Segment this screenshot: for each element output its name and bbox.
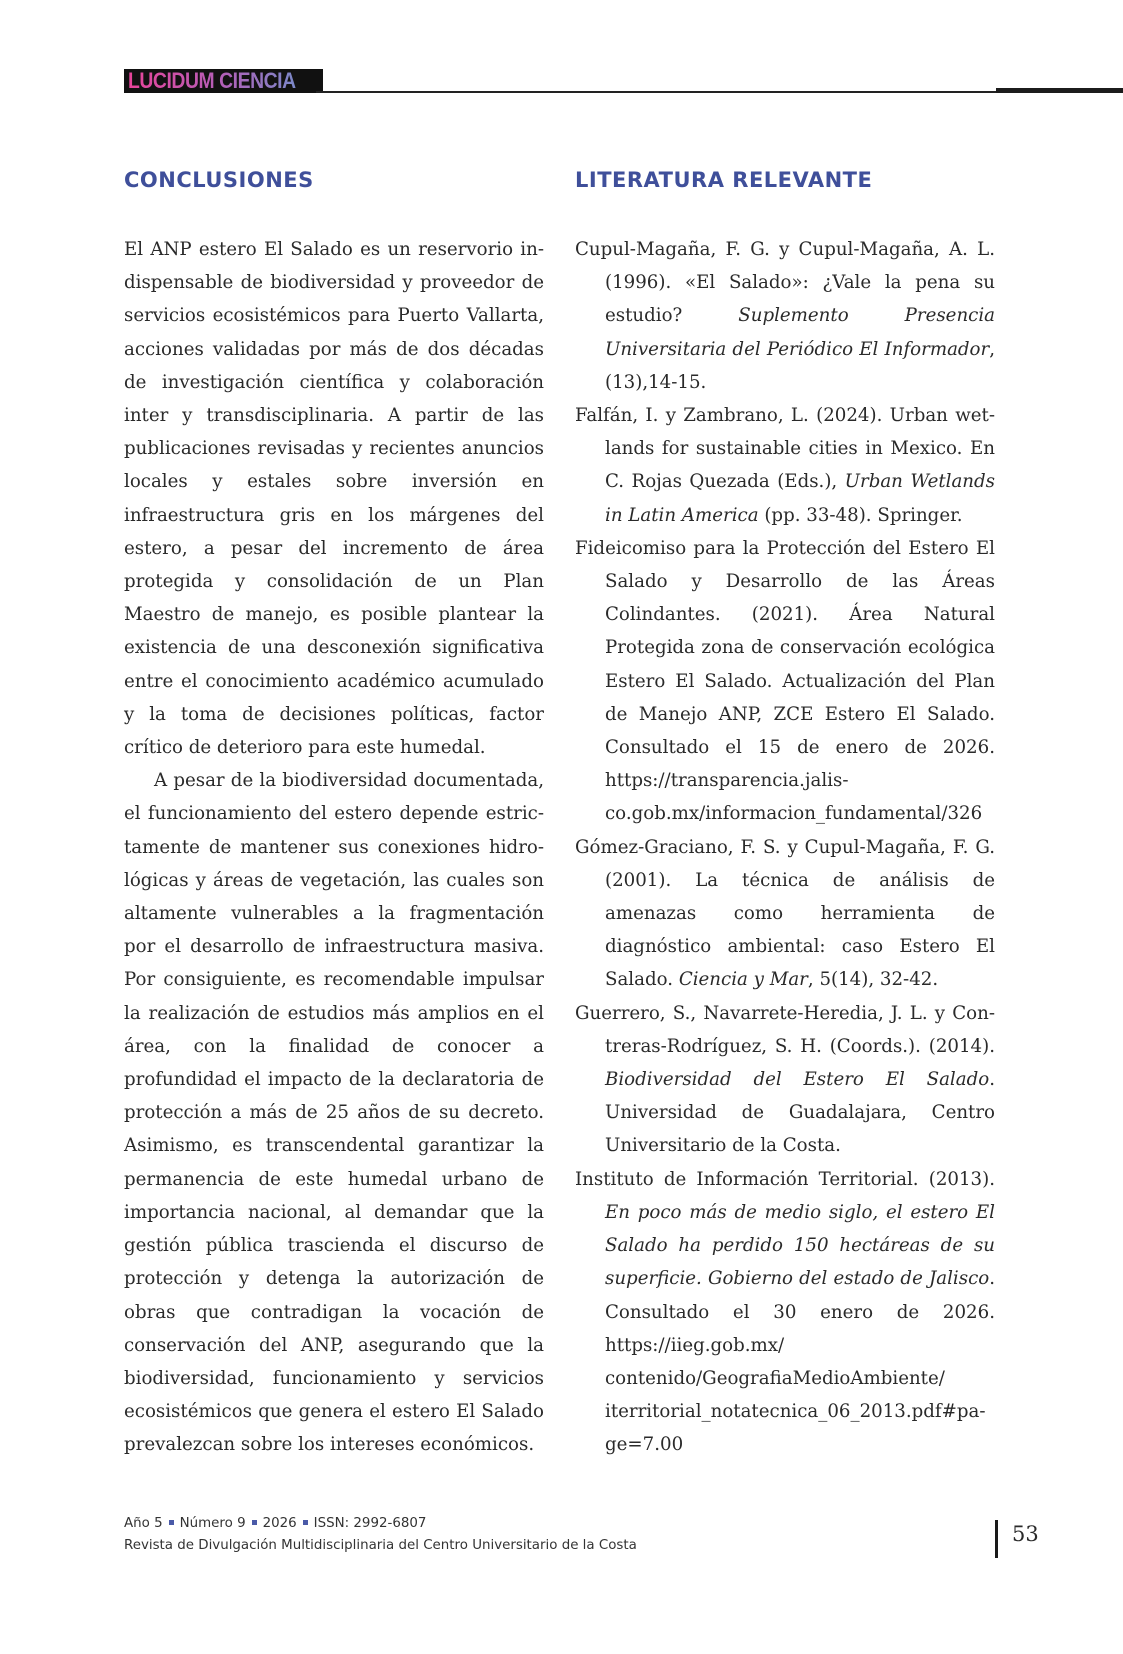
separator-square-icon	[303, 1520, 308, 1525]
reference-text: Instituto de Información Territorial. (2013).	[575, 1168, 995, 1190]
page-footer	[124, 1513, 637, 1557]
reference-text: Cupul-Magaña, F. G. y Cupul-Magaña, A. L. (1996). «El Salado»: ¿Vale la pena su estudio?	[575, 239, 995, 327]
reference-list	[575, 233, 995, 1462]
reference-title: Urban Wetlands in Latin America	[605, 471, 995, 526]
issn: ISSN: 2992-6807	[313, 1516, 427, 1531]
reference-title: Suplemento Presencia Universitaria del Periódico El Informador	[605, 305, 996, 360]
reference-text: (pp. 33-48). Springer.	[758, 504, 963, 526]
reference-title: En poco más de medio siglo, el estero El Salado ha perdido 150 hectáreas de su superficie. Gobierno del estado de Jalisco	[605, 1201, 995, 1290]
page-header	[0, 0, 1123, 110]
reference-text[interactable]: . Consultado el 30 enero de 2026. https://iieg.gob.mx/ contenido/GeografiaMedioAmbiente/ iterritorial_notatecnica_06_2013.pdf#page=7.00	[605, 1268, 995, 1456]
reference-item	[575, 997, 995, 1163]
conclusions-heading: CONCLUSIONES	[124, 168, 314, 192]
volume-year: Año 5	[124, 1516, 163, 1531]
reference-text: , 5(14), 32-42.	[807, 969, 939, 991]
issue-info	[124, 1513, 637, 1535]
separator-square-icon	[252, 1520, 257, 1525]
reference-item	[575, 1163, 995, 1462]
reference-text: Guerrero, S., Navarrete-Heredia, J. L. y Contreras-Rodríguez, S. H. (Coords.). (2014).	[575, 1002, 995, 1057]
reference-text: Gómez-Graciano, F. S. y Cupul-Magaña, F. G. (2001). La técnica de análisis de amenazas como herramienta de diagnóstico ambiental: caso Estero El Salado.	[575, 836, 995, 991]
reference-text[interactable]: Fideicomiso para la Protección del Estero El Salado y Desarrollo de las Áreas Colindantes. (2021). Área Natural Protegida zona de conservación ecológica Estero El Salado. Actualización del Plan de Manejo ANP, ZCE Estero El Salado. Consultado el 15 de enero de 2026. https://transparencia.jalisco.gob.mx/informacion_fundamental/326	[575, 537, 995, 825]
paragraph: A pesar de la biodiversidad documentada, el funcionamiento del estero depende estrictamente de mantener sus conexiones hidrológicas y áreas de vegetación, las cuales son altamente vulnerables a la fragmentación por el desarrollo de infraestructura masiva. Por consiguiente, es recomendable impulsar la realización de estudios más amplios en el área, con la finalidad de conocer a profundidad el impacto de la declaratoria de protección a más de 25 años de su decreto. Asimismo, es transcendental garantizar la permanencia de este humedal urbano de importancia nacional, al demandar que la gestión pública trascienda el discurso de protección y detenga la autorización de obras que contradigan la vocación de conservación del ANP, asegurando que la biodiversidad, funcionamiento y servicios ecosistémicos que genera el estero El Salado prevalezcan sobre los intereses económicos.	[124, 770, 544, 1456]
reference-item	[575, 233, 995, 399]
reference-text: Falfán, I. y Zambrano, L. (2024). Urban wetlands for sustainable cities in Mexico. En C. Rojas Quezada (Eds.),	[575, 405, 995, 493]
reference-text: , (13),14-15.	[605, 338, 995, 393]
publication-year: 2026	[262, 1516, 297, 1531]
paragraph: El ANP estero El Salado es un reservorio indispensable de biodiversidad y proveedor de servicios ecosistémicos para Puerto Vallarta, acciones validadas por más de dos décadas de investigación científica y colaboración inter y transdisciplinaria. A partir de las publicaciones revisadas y recientes anuncios locales y estales sobre inversión en infraestructura gris en los márgenes del estero, a pesar del incremento de área protegida y consolidación de un Plan Maestro de manejo, es posible plantear la existencia de una desconexión significativa entre el conocimiento académico acumulado y la toma de decisiones políticas, factor crítico de deterioro para este humedal.	[124, 239, 544, 759]
reference-title: Ciencia y Mar	[678, 969, 808, 991]
reference-item	[575, 831, 995, 997]
issue-number: Número 9	[179, 1516, 246, 1531]
publisher-line: Revista de Divulgación Multidisciplinaria del Centro Universitario de la Costa	[124, 1538, 637, 1553]
conclusions-body	[124, 233, 544, 1462]
header-rule	[316, 91, 996, 93]
page-number: 53	[1012, 1522, 1039, 1546]
journal-name: LUCIDUM CIENCIA	[128, 68, 296, 93]
header-rule-accent	[996, 88, 1123, 93]
separator-square-icon	[169, 1520, 174, 1525]
reference-item	[575, 532, 995, 831]
page-number-divider	[995, 1520, 998, 1558]
references-heading: LITERATURA RELEVANTE	[575, 168, 873, 192]
journal-logo	[124, 69, 323, 93]
reference-item	[575, 399, 995, 532]
reference-text: . Universidad de Guadalajara, Centro Universitario de la Costa.	[605, 1069, 995, 1157]
reference-title: Biodiversidad del Estero El Salado	[605, 1069, 990, 1091]
